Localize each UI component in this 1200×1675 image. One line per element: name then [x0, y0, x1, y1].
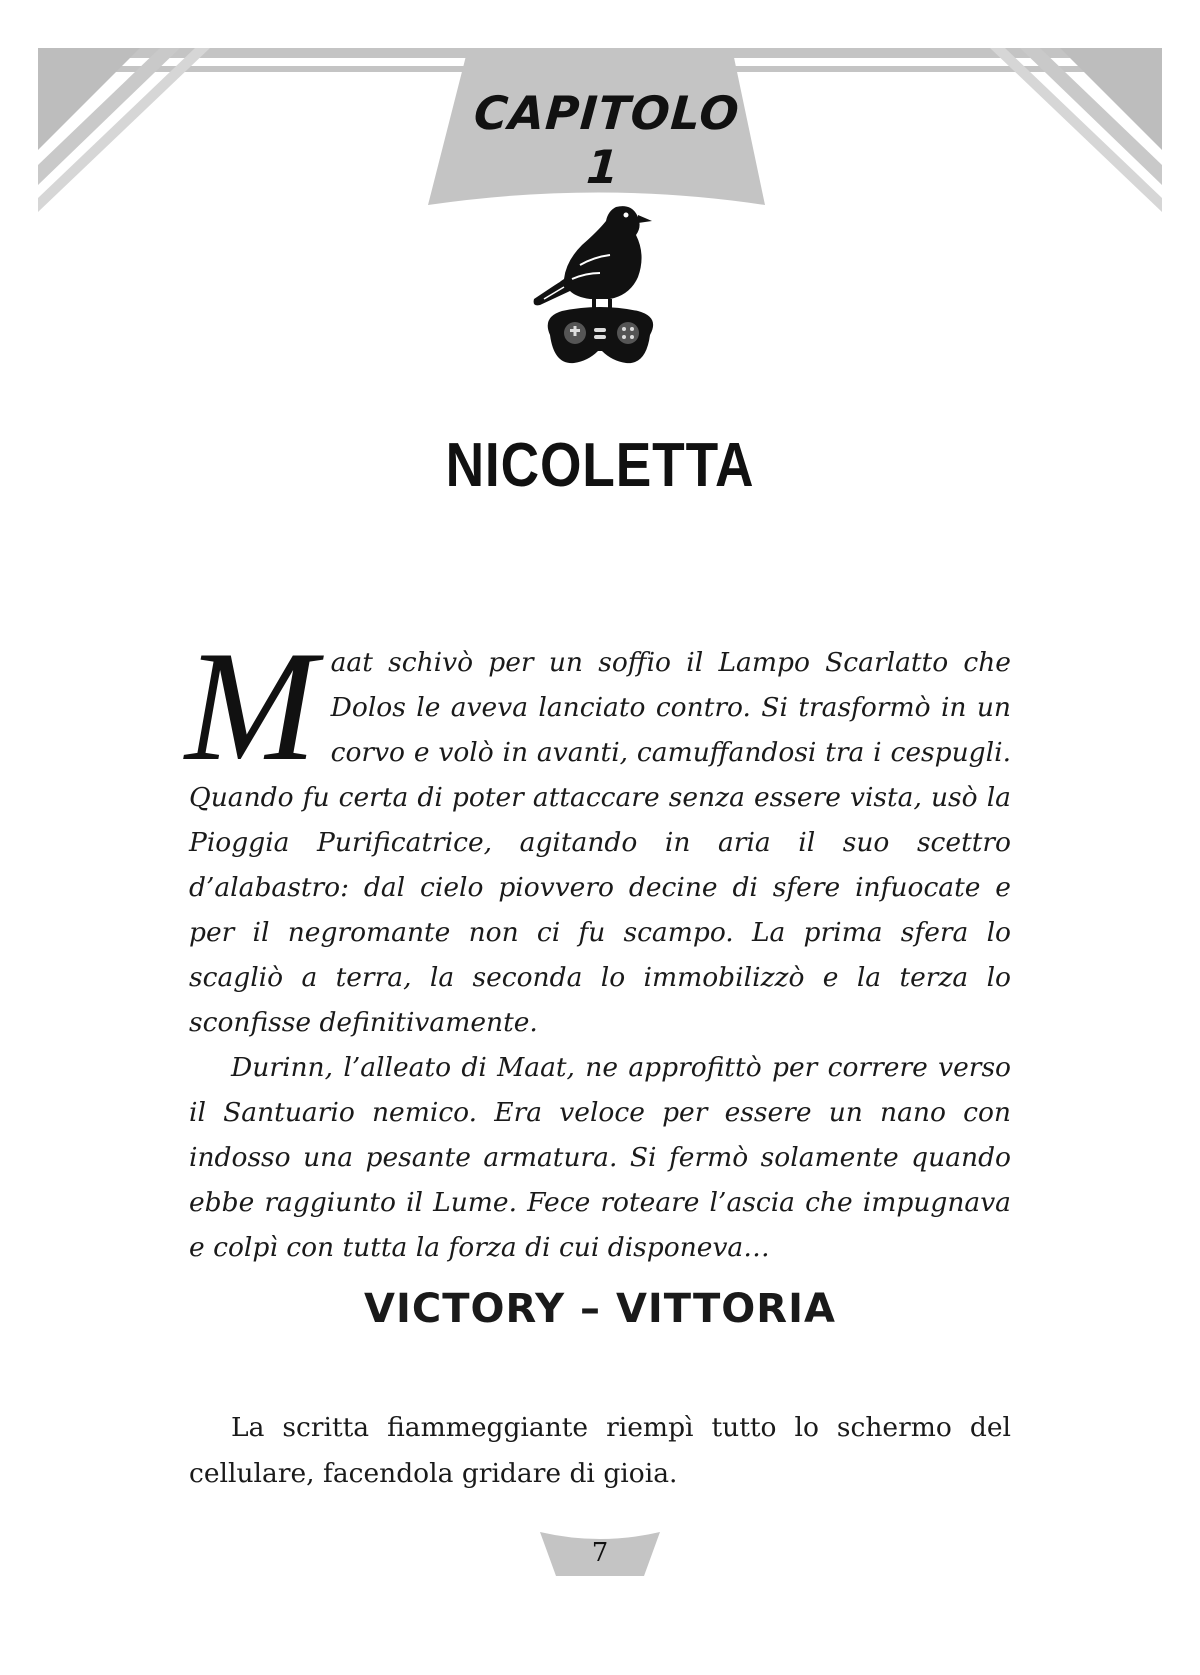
paragraph-1: [185, 619, 1011, 1045]
paragraph-2: Durinn, l’alleato di Maat, ne approfittò per correre verso il Santuario nemico. Era veloce per essere un nano con indosso una pesante armatura. Si fermò solamente quando ebbe raggiunto il Lume. Fece roteare l’ascia che impugnava e colpì con tutta la forza di cui disponeva…: [189, 1052, 1011, 1263]
paragraph-1-text: aat schivò per un soffio il Lampo Scarlatto che Dolos le aveva lanciato contro. Si trasformò in un corvo e volò in avanti, camuffandosi tra i cespugli. Quando fu certa di poter attaccare senza essere vista, usò la Pioggia Purificatrice, agitando in aria il suo scettro d’alabastro: dal cielo piovvero decine di sfere infuocate e per il negromante non ci fu scampo. La prima sfera lo scagliò a terra, la seconda lo immobilizzò e la terza lo sconfisse definitivamente.: [189, 647, 1011, 1038]
left-corner-stripes: [38, 48, 210, 212]
raven-icon: [534, 206, 652, 313]
chapter-title: NICOLETTA: [445, 431, 755, 500]
closing-paragraph: La scritta fiammeggiante riempì tutto lo schermo del cellulare, facendola gridare di gioia.: [189, 1412, 1011, 1489]
gamepad-icon: [548, 307, 653, 363]
victory-heading: VICTORY – VITTORIA: [364, 1286, 836, 1332]
raven-on-gamepad-icon: [520, 195, 680, 380]
chapter-label: CAPITOLO 1: [472, 86, 742, 194]
right-corner-stripes: [990, 48, 1162, 212]
page-number: 7: [591, 1538, 609, 1568]
italic-narrative: [185, 619, 1011, 1270]
drop-cap: M: [185, 619, 317, 794]
